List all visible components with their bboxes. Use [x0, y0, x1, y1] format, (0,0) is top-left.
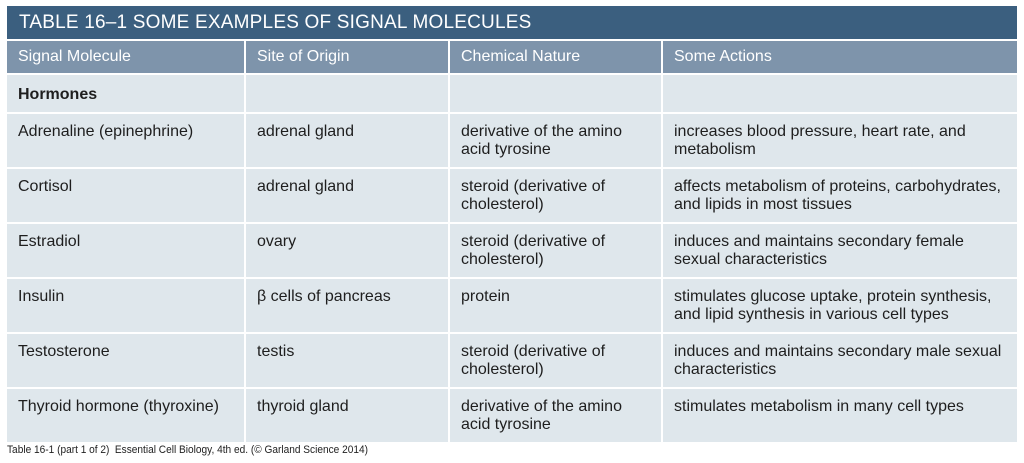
cell-site-of-origin: β cells of pancreas — [245, 278, 449, 333]
cell-chemical-nature: steroid (derivative of cholesterol) — [449, 223, 662, 278]
table-row — [7, 278, 1017, 333]
header-row — [7, 41, 1017, 74]
cell-some-actions: induces and maintains secondary female sexual characteristics — [662, 223, 1017, 278]
cell-some-actions: stimulates glucose uptake, protein synthesis, and lipid synthesis in various cell types — [662, 278, 1017, 333]
cell-signal-molecule: Insulin — [7, 278, 245, 333]
cell-signal-molecule: Cortisol — [7, 168, 245, 223]
figure-caption — [7, 444, 368, 456]
cell-chemical-nature: protein — [449, 278, 662, 333]
column-header-site-of-origin: Site of Origin — [245, 41, 449, 74]
cell-site-of-origin: testis — [245, 333, 449, 388]
section-spacer — [662, 74, 1017, 113]
table-row — [7, 388, 1017, 442]
cell-chemical-nature: derivative of the amino acid tyrosine — [449, 388, 662, 442]
cell-signal-molecule: Testosterone — [7, 333, 245, 388]
cell-site-of-origin: thyroid gland — [245, 388, 449, 442]
table-row — [7, 223, 1017, 278]
table-row — [7, 168, 1017, 223]
section-spacer — [245, 74, 449, 113]
cell-signal-molecule: Estradiol — [7, 223, 245, 278]
cell-site-of-origin: ovary — [245, 223, 449, 278]
column-header-chemical-nature: Chemical Nature — [449, 41, 662, 74]
section-row-hormones — [7, 74, 1017, 113]
caption-label: Table 16-1 (part 1 of 2) — [7, 444, 110, 456]
cell-some-actions: affects metabolism of proteins, carbohydrates, and lipids in most tissues — [662, 168, 1017, 223]
cell-chemical-nature: derivative of the amino acid tyrosine — [449, 113, 662, 168]
cell-site-of-origin: adrenal gland — [245, 168, 449, 223]
cell-signal-molecule: Thyroid hormone (thyroxine) — [7, 388, 245, 442]
data-table — [7, 41, 1017, 442]
cell-chemical-nature: steroid (derivative of cholesterol) — [449, 168, 662, 223]
table-title: TABLE 16–1 SOME EXAMPLES OF SIGNAL MOLECULES — [7, 6, 1017, 39]
caption-source: Essential Cell Biology, 4th ed. (© Garland Science 2014) — [114, 444, 369, 456]
cell-some-actions: increases blood pressure, heart rate, and metabolism — [662, 113, 1017, 168]
column-header-some-actions: Some Actions — [662, 41, 1017, 74]
cell-signal-molecule: Adrenaline (epinephrine) — [7, 113, 245, 168]
section-label: Hormones — [7, 74, 245, 113]
cell-chemical-nature: steroid (derivative of cholesterol) — [449, 333, 662, 388]
column-header-signal-molecule: Signal Molecule — [7, 41, 245, 74]
table-row — [7, 333, 1017, 388]
cell-some-actions: induces and maintains secondary male sexual characteristics — [662, 333, 1017, 388]
section-spacer — [449, 74, 662, 113]
signal-molecules-table — [7, 6, 1017, 442]
cell-site-of-origin: adrenal gland — [245, 113, 449, 168]
table-row — [7, 113, 1017, 168]
cell-some-actions: stimulates metabolism in many cell types — [662, 388, 1017, 442]
